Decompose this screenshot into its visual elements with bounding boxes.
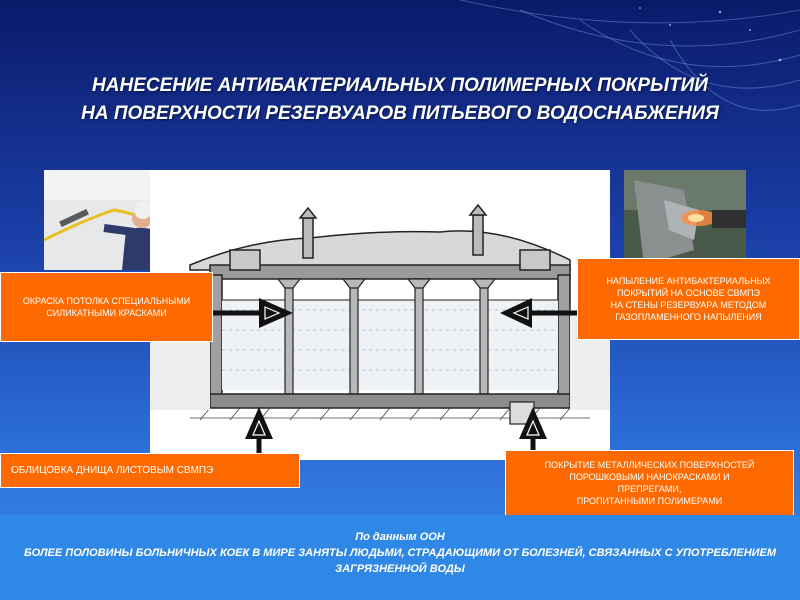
callout-wall-spraying-line-2: ПОКРЫТИЙ НА ОСНОВЕ СВМПЭ bbox=[616, 288, 761, 298]
callout-metal-coating-line-4: ПРОПИТАННЫМИ ПОЛИМЕРАМИ bbox=[576, 496, 723, 506]
callout-bottom-lining bbox=[0, 453, 300, 488]
callout-wall-spraying-line-3: НА СТЕНЫ РЕЗЕРВУАРА МЕТОДОМ bbox=[610, 300, 767, 310]
footer-note bbox=[0, 515, 800, 600]
photo-ceiling-painting bbox=[44, 170, 166, 270]
footer-source: По данным ООН bbox=[355, 531, 445, 543]
title-line-1: НАНЕСЕНИЕ АНТИБАКТЕРИАЛЬНЫХ ПОЛИМЕРНЫХ ПОКРЫТИЙ bbox=[92, 75, 708, 96]
arrow-icon-up-right bbox=[517, 405, 549, 453]
arrow-icon-left bbox=[500, 296, 578, 330]
callout-metal-coating-line-2: ПОРОШКОВЫМИ НАНОКРАСКАМИ И bbox=[569, 472, 730, 482]
callout-metal-coating bbox=[505, 450, 794, 516]
photo-flame-spraying bbox=[624, 170, 746, 270]
callout-ceiling-painting bbox=[0, 272, 213, 342]
title-line-2: НА ПОВЕРХНОСТИ РЕЗЕРВУАРОВ ПИТЬЕВОГО ВОДОСНАБЖЕНИЯ bbox=[81, 103, 719, 124]
callout-wall-spraying bbox=[577, 258, 800, 340]
callout-wall-spraying-line-4: ГАЗОПЛАМЕННОГО НАПЫЛЕНИЯ bbox=[615, 312, 762, 322]
footer-text: БОЛЕЕ ПОЛОВИНЫ БОЛЬНИЧНЫХ КОЕК В МИРЕ ЗАНЯТЫ ЛЮДЬМИ, СТРАДАЮЩИМИ ОТ БОЛЕЗНЕЙ, СВЯЗАННЫХ С УПОТРЕБЛЕНИЕМ ЗАГРЯЗНЕННОЙ ВОДЫ bbox=[23, 547, 777, 575]
arrow-icon-up-left bbox=[243, 405, 275, 455]
callout-bottom-lining-text: ОБЛИЦОВКА ДНИЩА ЛИСТОВЫМ СВМПЭ bbox=[11, 464, 214, 476]
callout-wall-spraying-line-1: НАПЫЛЕНИЕ АНТИБАКТЕРИАЛЬНЫХ bbox=[606, 276, 771, 286]
page-title bbox=[0, 72, 800, 128]
callout-metal-coating-line-3: ПРЕПРЕГАМИ, bbox=[617, 484, 682, 494]
arrow-icon-right bbox=[213, 296, 295, 330]
callout-metal-coating-line-1: ПОКРЫТИЕ МЕТАЛЛИЧЕСКИХ ПОВЕРХНОСТЕЙ bbox=[544, 460, 755, 470]
callout-ceiling-painting-text: ОКРАСКА ПОТОЛКА СПЕЦИАЛЬНЫМИ СИЛИКАТНЫМИ КРАСКАМИ bbox=[22, 296, 191, 318]
